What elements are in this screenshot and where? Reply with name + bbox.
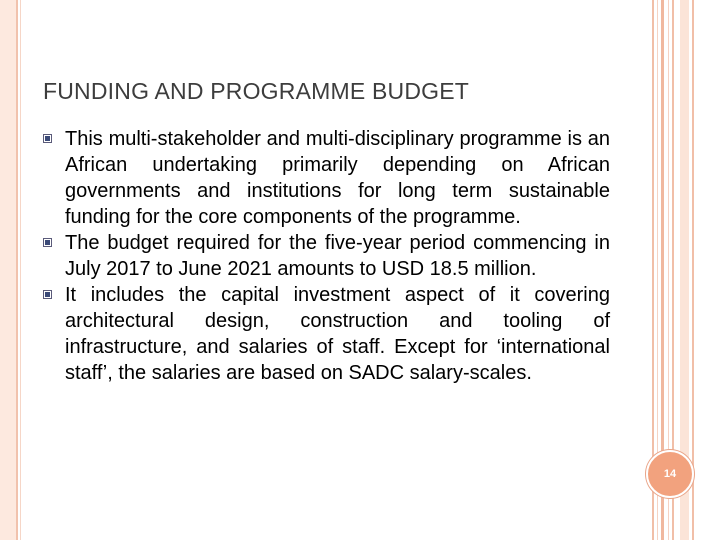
bullet-item <box>43 230 610 282</box>
bullet-text: This multi-stakeholder and multi-disciplinary programme is an African undertaking primarily depending on African governments and institutions for long term sustainable funding for the core components of the programme. <box>65 128 610 228</box>
bullet-item <box>43 126 610 230</box>
checkbox-bullet-icon <box>43 134 52 143</box>
left-border-band <box>0 0 16 540</box>
bullet-text: The budget required for the five-year period commencing in July 2017 to June 2021 amounts to USD 18.5 million. <box>65 232 610 280</box>
bullet-item <box>43 282 610 386</box>
left-border-line <box>16 0 18 540</box>
page-number: 14 <box>663 468 677 480</box>
page-number-badge <box>646 450 694 498</box>
right-decor-stripe <box>692 0 694 540</box>
slide-title: FUNDING AND PROGRAMME BUDGET <box>43 78 470 104</box>
left-border-line-thin <box>20 0 21 540</box>
bullet-list <box>43 126 610 386</box>
checkbox-bullet-icon <box>43 290 52 299</box>
checkbox-bullet-icon <box>43 238 52 247</box>
bullet-text: It includes the capital investment aspect of it covering architectural design, construction and tooling of infrastructure, and salaries of staff. Except for ‘international staff’, the salaries are based on SADC salary-scales. <box>65 284 610 384</box>
